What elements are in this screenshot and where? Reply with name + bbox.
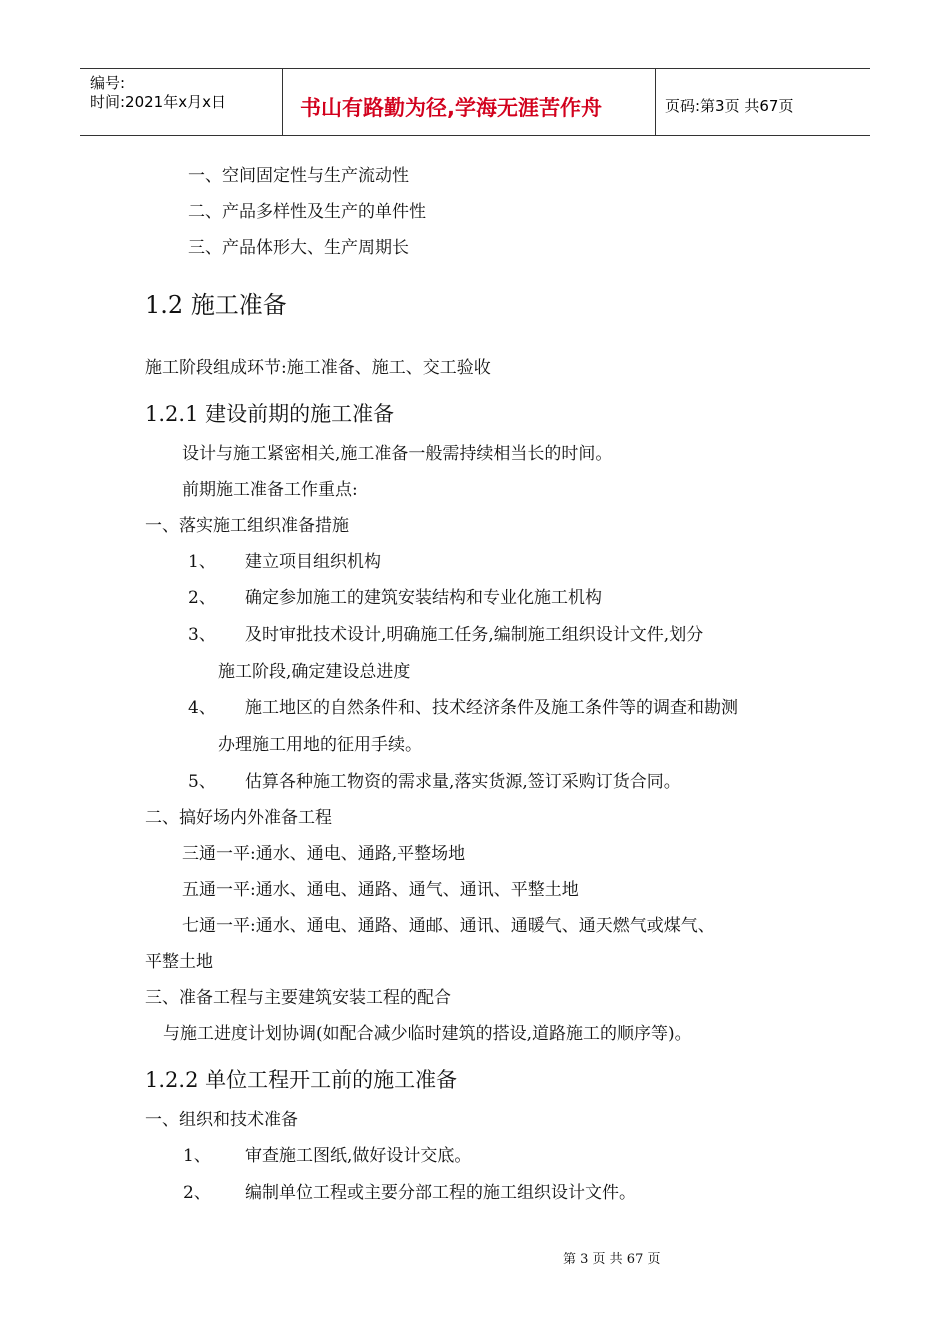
page-footer: 第 3 页 共 67 页 <box>563 1252 661 1267</box>
part1-item-2-text: 确定参加施工的建筑安装结构和专业化施工机构 <box>245 588 602 608</box>
section-1-2-number: 1.2 <box>145 291 184 319</box>
part1-item-3-cont: 施工阶段,确定建设总进度 <box>218 662 411 682</box>
header-top-rule <box>80 68 870 69</box>
header-motto: 书山有路勤为径,学海无涯苦作舟 <box>300 96 602 120</box>
part1-item-3-text: 及时审批技术设计,明确施工任务,编制施工组织设计文件,划分 <box>245 625 704 645</box>
header-code-label: 编号: <box>90 74 126 92</box>
part1-item-3-num: 3、 <box>188 625 216 645</box>
part1-item-4-num: 4、 <box>188 698 216 718</box>
section-1-2-2-title: 单位工程开工前的施工准备 <box>205 1068 458 1092</box>
part4-item-1-text: 审查施工图纸,做好设计交底。 <box>245 1146 472 1166</box>
paragraph-key-points: 前期施工准备工作重点: <box>182 480 358 500</box>
part1-item-4-cont: 办理施工用地的征用手续。 <box>218 735 422 755</box>
header-bottom-rule <box>80 135 870 136</box>
part1-item-5-text: 估算各种施工物资的需求量,落实货源,签订采购订货合同。 <box>245 772 681 792</box>
paragraph-design: 设计与施工紧密相关,施工准备一般需持续相当长的时间。 <box>182 444 613 464</box>
part3-title: 三、准备工程与主要建筑安装工程的配合 <box>145 988 451 1008</box>
section-1-2-heading <box>145 285 287 320</box>
header-page-info: 页码:第3页 共67页 <box>665 97 794 115</box>
part4-item-1-num: 1、 <box>183 1146 211 1166</box>
part4-title: 一、组织和技术准备 <box>145 1110 298 1130</box>
intro-item-2: 二、产品多样性及生产的单件性 <box>188 202 426 222</box>
part1-title: 一、落实施工组织准备措施 <box>145 516 349 536</box>
header-divider-left <box>282 68 283 136</box>
part3-text: 与施工进度计划协调(如配合减少临时建筑的搭设,道路施工的顺序等)。 <box>163 1024 692 1044</box>
part1-item-2-num: 2、 <box>188 588 216 608</box>
part4-item-2-num: 2、 <box>183 1183 211 1203</box>
header-divider-right <box>655 68 656 136</box>
part2-line-1: 三通一平:通水、通电、通路,平整场地 <box>182 844 466 864</box>
part1-item-4-text: 施工地区的自然条件和、技术经济条件及施工条件等的调查和勘测 <box>245 698 738 718</box>
part2-title: 二、搞好场内外准备工程 <box>145 808 332 828</box>
part2-line-2: 五通一平:通水、通电、通路、通气、通讯、平整土地 <box>182 880 579 900</box>
intro-item-1: 一、空间固定性与生产流动性 <box>188 166 409 186</box>
section-1-2-2-number: 1.2.2 <box>145 1068 199 1092</box>
section-1-2-1-title: 建设前期的施工准备 <box>205 402 395 426</box>
stage-text: 施工阶段组成环节:施工准备、施工、交工验收 <box>145 358 491 378</box>
section-1-2-1-heading <box>145 398 394 428</box>
section-1-2-2-heading <box>145 1064 457 1094</box>
part2-line-3-cont: 平整土地 <box>145 952 213 972</box>
part4-item-2-text: 编制单位工程或主要分部工程的施工组织设计文件。 <box>245 1183 636 1203</box>
part1-item-5-num: 5、 <box>188 772 216 792</box>
section-1-2-1-number: 1.2.1 <box>145 402 199 426</box>
intro-item-3: 三、产品体形大、生产周期长 <box>188 238 409 258</box>
part1-item-1-text: 建立项目组织机构 <box>245 552 381 572</box>
part2-line-3: 七通一平:通水、通电、通路、通邮、通讯、通暖气、通天燃气或煤气、 <box>182 916 715 936</box>
section-1-2-title: 施工准备 <box>190 291 287 319</box>
header-time-label: 时间:2021年x月x日 <box>90 93 226 111</box>
part1-item-1-num: 1、 <box>188 552 216 572</box>
